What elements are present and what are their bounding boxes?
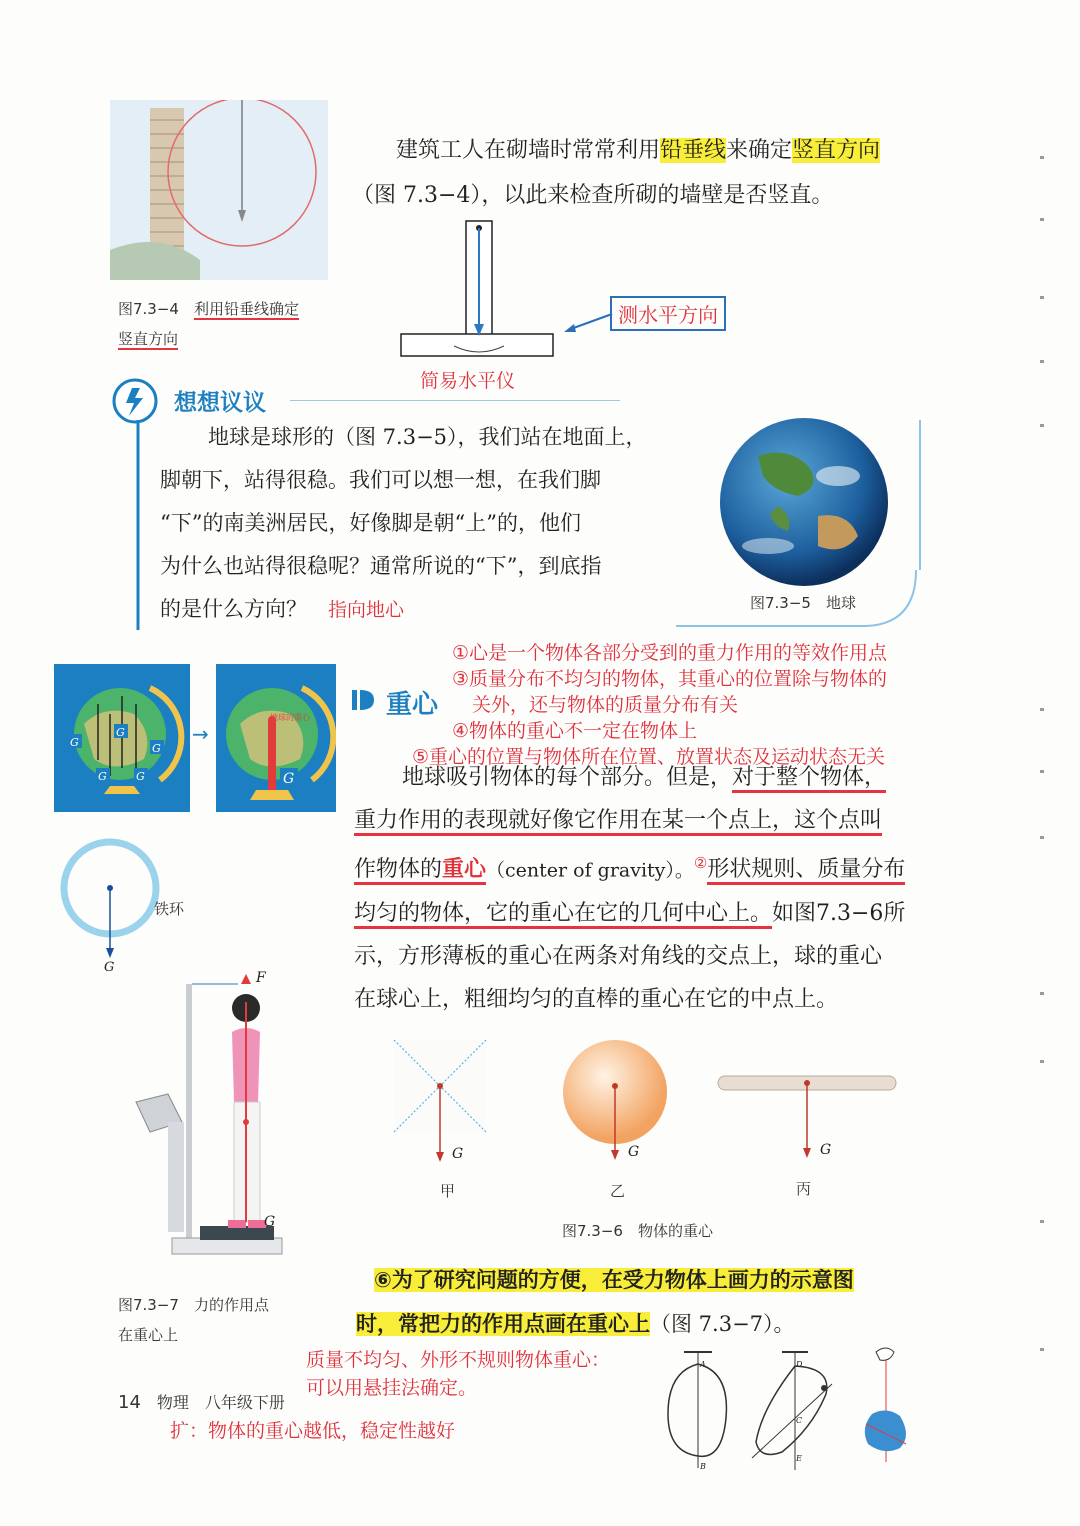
think-paragraph <box>160 416 700 632</box>
ball-diagram <box>560 1040 670 1166</box>
plumb-illustration <box>110 100 328 280</box>
margin-tick <box>1040 156 1044 159</box>
iron-ring-label: 铁环 <box>154 900 185 918</box>
fig6-label-a: 甲 <box>440 1182 456 1200</box>
margin-tick <box>1040 836 1044 839</box>
globe-forces-image <box>54 664 190 812</box>
fig4-caption-a: 利用铅垂线确定 <box>193 300 299 318</box>
plumb-text-line2: （图 7.3−4），以此来检查所砌的墙壁是否竖直。 <box>352 183 834 208</box>
think-line-5: 的是什么方向？ <box>160 597 307 621</box>
extension-note: 扩：物体的重心越低，稳定性越好 <box>170 1420 456 1442</box>
note-3-cont: 关外，还与物体的质量分布有关 <box>472 694 739 716</box>
svg-text:G: G <box>116 726 125 739</box>
think-top-rule <box>290 400 620 401</box>
gc-line6: 在球心上，粗细均匀的直棒的重心在它的中点上。 <box>354 987 839 1013</box>
red-notes <box>412 640 972 770</box>
margin-tick <box>1040 770 1044 773</box>
svg-text:G: G <box>98 770 107 783</box>
earth-image <box>718 416 890 588</box>
gc-line3-english: （center of gravity）。 <box>486 859 694 882</box>
hang-label-b: B <box>700 1462 706 1471</box>
gc-line3-mark: ② <box>693 854 708 872</box>
fig6-label-b: 乙 <box>610 1182 626 1200</box>
margin-tick <box>1040 1060 1044 1063</box>
simple-level-diagram <box>396 216 566 366</box>
note-1: ①心是一个物体各部分受到的重力作用的等效作用点 <box>452 642 888 664</box>
gc-line4-a: 均匀的物体，它的重心在它的几何中心上。 <box>354 901 772 929</box>
gc-line3-a: 作物体的 <box>354 857 442 885</box>
margin-tick <box>1040 1348 1044 1351</box>
margin-tick <box>1040 296 1044 299</box>
gc-line1-b: 对于整个物体， <box>732 765 886 793</box>
gc-line3-d: 形状规则、质量分布 <box>707 857 905 885</box>
hanging-diagram-3 <box>850 1344 926 1474</box>
margin-tick <box>1040 992 1044 995</box>
gc-line3-term: 重心 <box>442 856 486 885</box>
note-3: ③质量分布不均匀的物体，其重心的位置除与物体的 <box>452 668 888 690</box>
svg-text:G: G <box>136 770 145 783</box>
svg-text:G: G <box>70 736 79 749</box>
gc-line1-a: 地球吸引物体的每个部分。但是， <box>402 765 733 790</box>
think-line-2: 脚朝下，站得很稳。我们可以想一想，在我们脚 <box>160 468 601 492</box>
section-heading: 重心 <box>386 690 439 720</box>
margin-tick <box>1040 424 1044 427</box>
think-line-4: 为什么也站得很稳呢？通常所说的“下”，到底指 <box>160 554 602 578</box>
think-title: 想想议议 <box>174 390 266 416</box>
hang-label-d: D <box>796 1360 803 1369</box>
think-icon <box>110 376 160 426</box>
plumb-paragraph <box>352 128 952 218</box>
note-4: ④物体的重心不一定在物体上 <box>452 720 698 742</box>
ring-g-label: G <box>104 960 115 975</box>
section-marker <box>352 688 374 712</box>
globe-center-label: 地球的重心 <box>270 713 310 722</box>
fig6-label-c: 丙 <box>796 1180 812 1198</box>
ball-g-label: G <box>628 1144 640 1160</box>
hanging-diagram-2 <box>742 1348 842 1478</box>
fig4-number: 图7.3−4 <box>118 300 179 318</box>
fig4-caption <box>118 294 299 354</box>
level-label: 简易水平仪 <box>420 370 516 392</box>
hanging-note-2: 可以用悬挂法确定。 <box>306 1377 478 1399</box>
gc-line2: 重力作用的表现就好像它作用在某一个点上，这个点叫 <box>354 808 882 836</box>
hang-label-e: E <box>796 1454 802 1463</box>
hang-label-c: C <box>796 1416 803 1425</box>
gc-line5: 示，方形薄板的重心在两条对角线的交点上，球的重心 <box>354 944 883 970</box>
hang-label-a: A <box>700 1360 706 1369</box>
square-plate-diagram <box>390 1036 490 1166</box>
think-answer: 指向地心 <box>328 599 405 621</box>
plate-g-label: G <box>452 1146 464 1162</box>
fig6-caption: 图7.3−6 物体的重心 <box>562 1222 713 1240</box>
think-line-1: 地球是球形的（图 7.3−5），我们站在地面上， <box>208 425 647 449</box>
fig7-caption-b: 在重心上 <box>118 1326 179 1344</box>
plumb-highlight-2: 竖直方向 <box>792 138 881 163</box>
force-f-label: F <box>256 970 266 986</box>
plumb-text-b: 来确定 <box>726 138 793 163</box>
plumb-highlight-1: 铅垂线 <box>660 138 727 163</box>
earth-caption: 图7.3−5 地球 <box>750 594 856 612</box>
person-g-label: G <box>264 1214 276 1230</box>
gravity-paragraph <box>354 756 954 1021</box>
think-line-3: “下”的南美洲居民，好像脚是朝“上”的，他们 <box>160 511 581 535</box>
fig7-caption-a: 图7.3−7 力的作用点 <box>118 1296 269 1314</box>
hanging-note <box>306 1346 610 1402</box>
svg-text:G: G <box>283 771 295 787</box>
fig7-caption <box>118 1290 269 1350</box>
page-footer <box>118 1390 285 1413</box>
svg-text:G: G <box>152 742 161 755</box>
margin-tick <box>1040 1220 1044 1223</box>
bottom-line1: ⑥为了研究问题的方便，在受力物体上画力的示意图 <box>374 1268 854 1292</box>
bottom-line2-highlight: 时，常把力的作用点画在重心上 <box>356 1312 650 1336</box>
margin-tick <box>1040 360 1044 363</box>
margin-tick <box>1040 218 1044 221</box>
rod-g-label: G <box>820 1142 832 1158</box>
level-note-box: 测水平方向 <box>610 296 726 331</box>
plumb-text-a: 建筑工人在砌墙时常常利用 <box>396 138 661 163</box>
level-arrow <box>560 310 616 336</box>
gc-line4-b: 如图7.3−6所 <box>772 901 906 927</box>
page-number: 14 <box>118 1392 141 1413</box>
globe-center-image <box>216 664 336 812</box>
book-title: 物理 八年级下册 <box>156 1393 285 1412</box>
bottom-line2-rest: （图 7.3−7）。 <box>650 1312 795 1336</box>
rod-diagram <box>716 1070 898 1164</box>
note-5: ⑤重心的位置与物体所在位置、放置状态及运动状态无关 <box>412 746 886 768</box>
fig4-caption-b: 竖直方向 <box>118 330 179 348</box>
globe-arrow: → <box>192 722 209 746</box>
hanging-note-1: 质量不均匀、外形不规则物体重心： <box>306 1349 611 1371</box>
bottom-paragraph <box>356 1258 976 1346</box>
margin-tick <box>1040 708 1044 711</box>
